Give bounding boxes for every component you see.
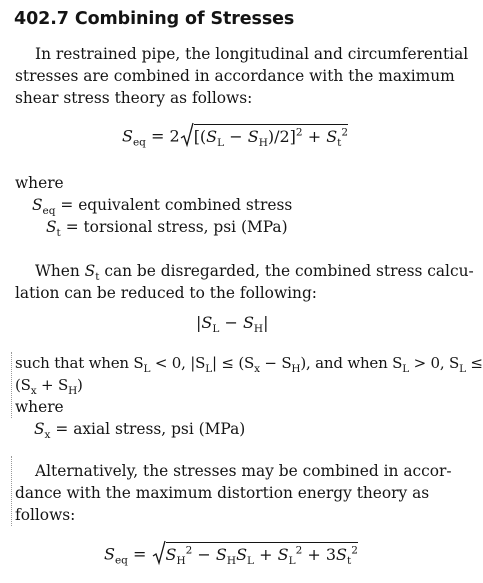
paragraph-conditions	[15, 352, 483, 396]
equals-sign: =	[151, 126, 165, 146]
subscript: t	[95, 271, 100, 284]
subscript: H	[68, 385, 78, 397]
text: ), and when S	[300, 354, 403, 372]
superscript: 2	[295, 126, 303, 139]
text-line: follows:	[15, 506, 76, 524]
symbol-s: S	[336, 544, 347, 564]
where-block-1	[15, 172, 292, 238]
symbol-s: S	[46, 218, 57, 236]
text: such that when S	[15, 354, 144, 372]
coefficient: 3	[325, 544, 337, 564]
section-heading	[14, 9, 294, 29]
paragraph-disregard	[15, 260, 474, 304]
text-line	[15, 374, 483, 396]
sqrt-icon	[152, 540, 166, 570]
text-line	[15, 352, 483, 374]
superscript: 2	[351, 544, 358, 557]
subscript: L	[212, 323, 220, 336]
paragraph-distortion	[15, 460, 452, 526]
text: < 0, |S	[150, 354, 206, 372]
text-line: stresses are combined in accordance with the maximum	[15, 67, 455, 85]
equals-sign: =	[55, 420, 69, 438]
sqrt-icon	[180, 122, 194, 152]
radicand	[193, 124, 349, 149]
subscript: x	[254, 363, 260, 375]
subscript: H	[176, 554, 186, 567]
symbol-s: S	[104, 544, 115, 564]
subscript: H	[253, 323, 264, 336]
subscript: L	[402, 363, 409, 375]
subscript: eq	[42, 205, 56, 218]
symbol-s: S	[326, 126, 338, 146]
subscript: t	[347, 554, 352, 567]
minus-sign: −	[224, 313, 238, 332]
equation-distortion-energy	[104, 540, 358, 570]
definition-text: equivalent combined stress	[78, 196, 293, 214]
text: )	[77, 376, 83, 394]
minus-sign: −	[229, 126, 243, 146]
definition-text: torsional stress, psi (MPa)	[83, 218, 288, 236]
equals-sign: =	[60, 196, 74, 214]
subscript: eq	[114, 554, 128, 567]
subscript: L	[143, 363, 151, 375]
symbol-s: S	[34, 420, 45, 438]
text-line: In restrained pipe, the longitudinal and circumferential	[35, 45, 469, 63]
text: > 0, S	[409, 354, 460, 372]
symbol-s: S	[247, 126, 259, 146]
equals-sign: =	[65, 218, 79, 236]
where-label: where	[15, 174, 64, 192]
subscript: L	[288, 554, 296, 567]
text: )/2]	[267, 126, 296, 146]
subscript: x	[44, 429, 51, 442]
radicand	[165, 542, 358, 567]
definition-row	[15, 216, 292, 238]
symbol-s: S	[165, 544, 177, 564]
superscript: 2	[341, 126, 349, 139]
abs-bar: |	[196, 313, 202, 332]
subscript: t	[337, 136, 342, 149]
symbol-s: S	[236, 544, 248, 564]
text-line: shear stress theory as follows:	[15, 89, 253, 107]
subscript: L	[205, 363, 212, 375]
symbol-s: S	[215, 544, 227, 564]
symbol-s: S	[201, 313, 213, 332]
change-marker	[11, 352, 12, 418]
abs-bar: |	[263, 313, 269, 332]
section-title: Combining of Stresses	[74, 9, 295, 29]
change-marker	[11, 456, 12, 526]
minus-sign: −	[197, 544, 211, 564]
definition-text: axial stress, psi (MPa)	[73, 420, 246, 438]
coefficient: 2	[169, 126, 180, 146]
definition-row	[15, 194, 292, 216]
superscript: 2	[295, 544, 303, 557]
subscript: L	[217, 136, 225, 149]
equation-abs-difference	[196, 313, 269, 336]
subscript: L	[459, 363, 466, 375]
text: [(	[193, 126, 207, 146]
subscript: eq	[132, 136, 146, 149]
section-number: 402.7	[14, 9, 69, 29]
text: + S	[36, 376, 69, 394]
subscript: t	[56, 227, 61, 240]
equals-sign: =	[133, 544, 147, 564]
symbol-s: S	[122, 126, 133, 146]
symbol-s: S	[206, 126, 218, 146]
text: − S	[259, 354, 292, 372]
symbol-s: S	[277, 544, 289, 564]
text: | ≤ (S	[211, 354, 255, 372]
subscript: H	[258, 136, 268, 149]
symbol-s: S	[84, 262, 96, 280]
text: can be disregarded, the combined stress calcu-	[99, 262, 474, 280]
text-line	[15, 260, 474, 282]
where-block-2	[15, 396, 245, 440]
plus-sign: +	[307, 544, 321, 564]
text: (S	[15, 376, 31, 394]
paragraph-intro	[15, 43, 468, 109]
subscript: x	[30, 385, 37, 397]
text-line: lation can be reduced to the following:	[15, 284, 317, 302]
plus-sign: +	[259, 544, 273, 564]
text-line: dance with the maximum distortion energy theory as	[15, 484, 430, 502]
definition-row	[15, 418, 245, 440]
subscript: L	[247, 554, 255, 567]
subscript: H	[291, 363, 301, 375]
where-label: where	[15, 398, 64, 416]
symbol-s: S	[242, 313, 254, 332]
text-line: Alternatively, the stresses may be combined in accor-	[35, 462, 452, 480]
text: When	[35, 262, 85, 280]
equation-max-shear	[122, 122, 348, 152]
symbol-s: S	[32, 196, 43, 214]
superscript: 2	[185, 544, 193, 557]
plus-sign: +	[307, 126, 322, 146]
text: ≤	[465, 354, 483, 372]
subscript: H	[226, 554, 237, 567]
